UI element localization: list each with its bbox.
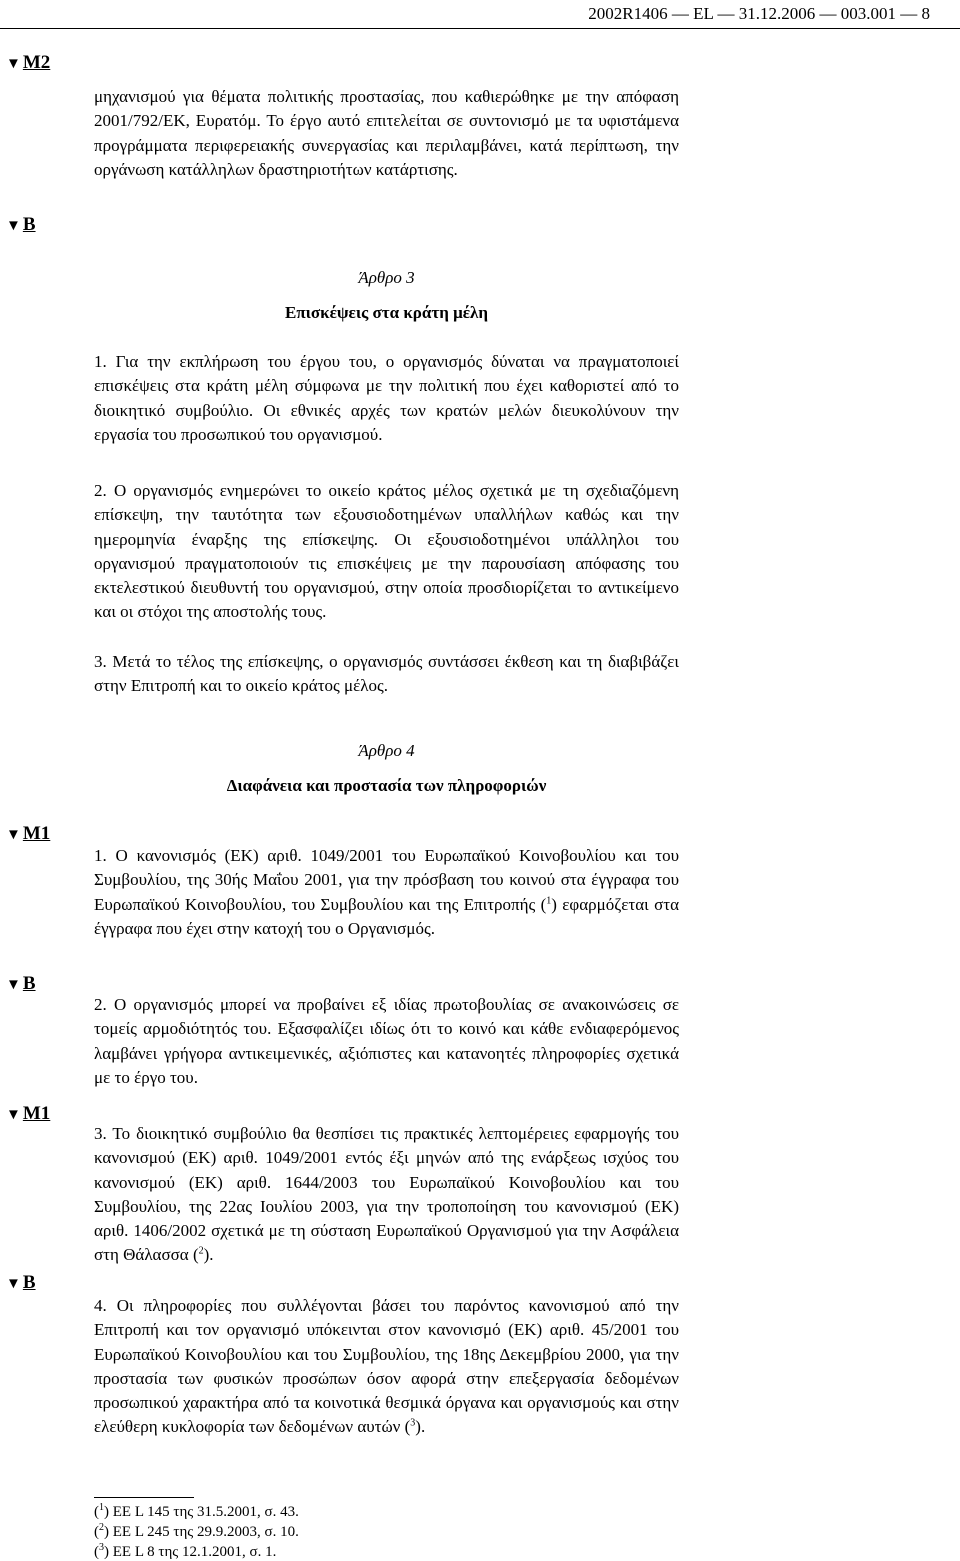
article-4-title: Διαφάνεια και προστασία των πληροφοριών <box>226 776 547 795</box>
triangle-down-icon: ▼ <box>6 827 21 843</box>
article-4-paragraph-4: 4. Οι πληροφορίες που συλλέγονται βάσει του παρόντος κανονισμού από την Επιτροπή και τον οργανισμό υπόκεινται στον κανονισμό (ΕΚ) αριθ. 45/2001 του Ευρωπαϊκού Κοινοβουλίου και του Συμβουλίου, της 18ης Δεκεμβρίου 2000, για την προστασία των φυσικών προσώπων όσον αφορά στην επεξεργασία δεδομένων προσωπικού χαρακτήρα από τα κοινοτικά θεσμικά όργανα και οργανισμούς και στην ελεύθερη κυκλοφορία των δεδομένων αυτών ($^3$). <box>94 1296 679 1437</box>
page-header: 2002R1406 — EL — 31.12.2006 — 003.001 — 8 <box>588 4 930 23</box>
intro-paragraph: μηχανισμού για θέματα πολιτικής προστασίας, που καθιερώθηκε με την απόφαση 2001/792/ΕΚ, Ευρατόμ. Το έργο αυτό επιτελείται σε συντονισμό με τα υφιστάμενα προγράμματα περιφερειακής συνεργασίας και περιλαμβάνει, κατά περίπτωση, την οργάνωση κατάλληλων δραστηριοτήτων κατάρτισης. <box>94 87 679 179</box>
amendment-marker-m1: ▼ M1 <box>6 1103 51 1124</box>
footnote-3: ($^3$) ΕΕ L 8 της 12.1.2001, σ. 1. <box>94 1542 277 1560</box>
article-4-paragraph-3: 3. Το διοικητικό συμβούλιο θα θεσπίσει τις πρακτικές λεπτομέρειες εφαρμογής του κανονισμού (ΕΚ) αριθ. 1049/2001 εντός έξι μηνών από της ενάρξεως ισχύος του κανονισμού (ΕΚ) αριθ. 1644/2003 του Ευρωπαϊκού Κοινοβουλίου και του Συμβουλίου, της 22ας Ιουλίου 2003, για την τροποποίηση του κανονισμού (ΕΚ) αριθ. 1406/2002 σχετικά με τη σύσταση Ευρωπαϊκού Οργανισμού για την Ασφάλεια στη Θάλασσα ($^2$). <box>94 1124 679 1265</box>
footnote-ref: 3 <box>410 1417 416 1429</box>
footnote-1: ($^1$) ΕΕ L 145 της 31.5.2001, σ. 43. <box>94 1502 299 1520</box>
amendment-marker-b: ▼ B <box>6 1272 36 1293</box>
article-4-number: Άρθρο 4 <box>358 741 415 760</box>
triangle-down-icon: ▼ <box>6 218 21 234</box>
amendment-marker-m2: ▼ M2 <box>6 52 51 73</box>
triangle-down-icon: ▼ <box>6 56 21 72</box>
footnote-2: ($^2$) ΕΕ L 245 της 29.9.2003, σ. 10. <box>94 1522 299 1540</box>
triangle-down-icon: ▼ <box>6 1107 21 1123</box>
article-3-paragraph-3: 3. Μετά το τέλος της επίσκεψης, ο οργανισμός συντάσσει έκθεση και τη διαβιβάζει στην Επιτροπή και το οικείο κράτος μέλος. <box>94 652 679 696</box>
footnote-ref: 1 <box>546 894 552 906</box>
footnote-ref: 2 <box>198 1245 204 1257</box>
header-rule <box>0 28 960 29</box>
triangle-down-icon: ▼ <box>6 1276 21 1292</box>
triangle-down-icon: ▼ <box>6 977 21 993</box>
amendment-marker-m1: ▼ M1 <box>6 823 51 844</box>
amendment-marker-b: ▼ B <box>6 973 36 994</box>
article-4-paragraph-1: 1. Ο κανονισμός (ΕΚ) αριθ. 1049/2001 του Ευρωπαϊκού Κοινοβουλίου και του Συμβουλίου, της 30ής Μαΐου 2001, για την πρόσβαση του κοινού στα έγγραφα του Ευρωπαϊκού Κοινοβουλίου, του Συμβουλίου και της Επιτροπής ($^1$) εφαρμόζεται στα έγγραφα που έχει στην κατοχή του ο Οργανισμός. <box>94 846 679 938</box>
amendment-marker-b: ▼ B <box>6 214 36 235</box>
article-4-paragraph-2: 2. Ο οργανισμός μπορεί να προβαίνει εξ ιδίας πρωτοβουλίας σε ανακοινώσεις σε τομείς αρμοδιότητός του. Εξασφαλίζει ιδίως ότι το κοινό και κάθε ενδιαφερόμενος λαμβάνει γρήγορα αντικειμενικές, αξιόπιστες και κατανοητές πληροφορίες σχετικά με το έργο του. <box>94 995 679 1087</box>
article-3-number: Άρθρο 3 <box>358 268 415 287</box>
article-3-paragraph-2: 2. Ο οργανισμός ενημερώνει το οικείο κράτος μέλος σχετικά με τη σχεδιαζόμενη επίσκεψη, την ταυτότητα των εξουσιοδοτημένων υπαλλήλων καθώς και την ημερομηνία έναρξης της επίσκεψης. Οι εξουσιοδοτημένοι υπάλληλοι του οργανισμού πραγματοποιούν τις επισκέψεις με την παρουσίαση απόφασης του εκτελεστικού διευθυντή του οργανισμού, στην οποία προσδιορίζεται το αντικείμενο και οι στόχοι της αποστολής τους. <box>94 481 679 622</box>
article-3-paragraph-1: 1. Για την εκπλήρωση του έργου του, ο οργανισμός δύναται να πραγματοποιεί επισκέψεις στα κράτη μέλη σύμφωνα με την πολιτική που έχει καθοριστεί από το διοικητικό συμβούλιο. Οι εθνικές αρχές των κρατών μελών διευκολύνουν την εργασία του προσωπικού του οργανισμού. <box>94 352 679 444</box>
article-3-title: Επισκέψεις στα κράτη μέλη <box>284 303 488 322</box>
footnote-separator <box>94 1497 194 1498</box>
